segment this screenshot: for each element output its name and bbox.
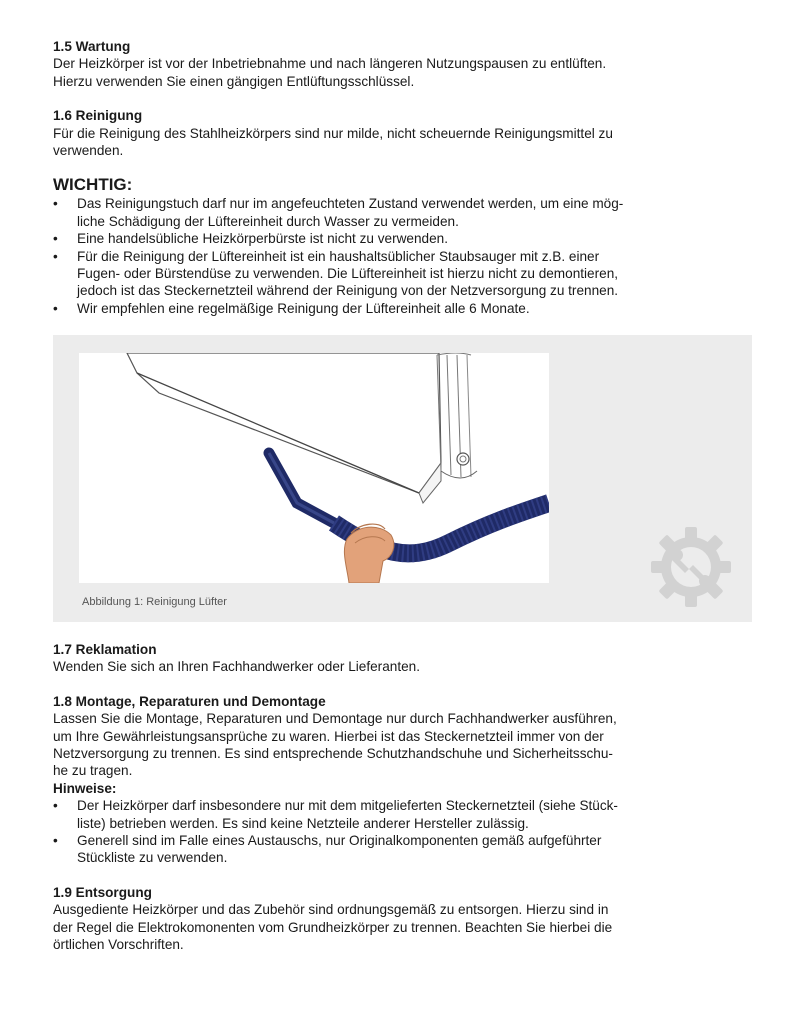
section-title: 1.6 Reinigung	[53, 108, 143, 124]
section-title: 1.7 Reklamation	[53, 642, 157, 657]
paragraph-line: der Regel die Elektrokomonenten vom Grundheizkörper zu trennen. Beachten Sie hierbei die	[53, 919, 613, 935]
list-item-line: Generell sind im Falle eines Austauschs, nur Originalkomponenten gemäß aufgeführter	[77, 833, 602, 849]
figure-box	[53, 335, 752, 622]
bullet-icon: •	[53, 833, 58, 849]
wichtig-section	[53, 175, 753, 317]
list-item	[53, 248, 753, 300]
paragraph-line: Für die Reinigung des Stahlheizkörpers sind nur milde, nicht scheuernde Reinigungsmittel zu	[53, 125, 613, 141]
section-title: 1.8 Montage, Reparaturen und Demontage	[53, 693, 326, 709]
list-item-line: Der Heizkörper darf insbesondere nur mit dem mitgelieferten Steckernetzteil (siehe Stück-	[77, 798, 618, 814]
list-item	[53, 832, 753, 867]
list-item-line: liche Schädigung der Lüftereinheit durch Wasser zu vermeiden.	[77, 213, 459, 229]
list-item-line: Für die Reinigung der Lüftereinheit ist ein haushaltsüblicher Staubsauger mit z.B. einer	[77, 248, 600, 264]
section-1-5	[53, 38, 753, 90]
section-1-6	[53, 107, 753, 159]
radiator-cleaning-illustration	[79, 353, 549, 583]
lower-content	[53, 641, 753, 954]
list-item	[53, 230, 753, 247]
paragraph-line: um Ihre Gewährleistungsansprüche zu waren. Hierbei ist das Steckernetzteil immer von der	[53, 728, 604, 744]
section-title: 1.9 Entsorgung	[53, 884, 152, 900]
bullet-icon: •	[53, 248, 58, 264]
list-item-line: Wir empfehlen eine regelmäßige Reinigung der Lüftereinheit alle 6 Monate.	[77, 300, 530, 316]
list-item-line: Das Reinigungstuch darf nur im angefeuchteten Zustand verwendet werden, um eine mög-	[77, 196, 624, 212]
list-item-line: Eine handelsübliche Heizkörperbürste ist nicht zu verwenden.	[77, 231, 449, 247]
list-item-line: jedoch ist das Steckernetzteil während der Reinigung von der Netzversorgung zu trennen.	[77, 283, 619, 299]
list-item-line: Fugen- oder Bürstendüse zu verwenden. Die Lüftereinheit ist hierzu nicht zu demontieren,	[77, 266, 619, 282]
list-item	[53, 300, 753, 317]
paragraph-line: Der Heizkörper ist vor der Inbetriebnahme und nach längeren Nutzungspausen zu entlüften.	[53, 56, 607, 72]
hinweise-list	[53, 797, 753, 867]
bullet-icon: •	[53, 231, 58, 247]
bullet-icon: •	[53, 300, 58, 316]
radiator-cleaning-photo	[79, 353, 549, 583]
section-1-9	[53, 884, 753, 954]
section-title: 1.5 Wartung	[53, 39, 131, 54]
vacuum-nozzle	[269, 453, 334, 523]
paragraph-line: Ausgediente Heizkörper und das Zubehör sind ordnungsgemäß zu entsorgen. Hierzu sind in	[53, 902, 609, 918]
paragraph-line: Wenden Sie sich an Ihren Fachhandwerker oder Lieferanten.	[53, 659, 421, 675]
section-1-8	[53, 693, 753, 867]
valve-cap	[457, 453, 469, 465]
list-item	[53, 195, 753, 230]
hinweise-heading: Hinweise:	[53, 780, 117, 796]
upper-content	[53, 38, 753, 317]
paragraph-line: Hierzu verwenden Sie einen gängigen Entlüftungsschlüssel.	[53, 73, 415, 89]
hand	[344, 527, 393, 583]
section-1-7	[53, 641, 753, 676]
figure-caption: Abbildung 1: Reinigung Lüfter	[82, 596, 227, 608]
paragraph-line: verwenden.	[53, 143, 124, 159]
paragraph-line: örtlichen Vorschriften.	[53, 937, 184, 953]
paragraph-line: Netzversorgung zu trennen. Es sind entsprechende Schutzhandschuhe und Sicherheitsschu-	[53, 746, 613, 762]
paragraph-line: Lassen Sie die Montage, Reparaturen und Demontage nur durch Fachhandwerker ausführen,	[53, 711, 617, 727]
gear-wrench-icon	[649, 525, 733, 609]
list-item-line: liste) betrieben werden. Es sind keine Netzteile anderer Hersteller zulässig.	[77, 815, 529, 831]
bullet-icon: •	[53, 196, 58, 212]
paragraph-line: he zu tragen.	[53, 763, 133, 779]
list-item	[53, 797, 753, 832]
bullet-icon: •	[53, 798, 58, 814]
wichtig-list	[53, 195, 753, 317]
list-item-line: Stückliste zu verwenden.	[77, 850, 228, 866]
wichtig-heading: WICHTIG:	[53, 175, 133, 195]
